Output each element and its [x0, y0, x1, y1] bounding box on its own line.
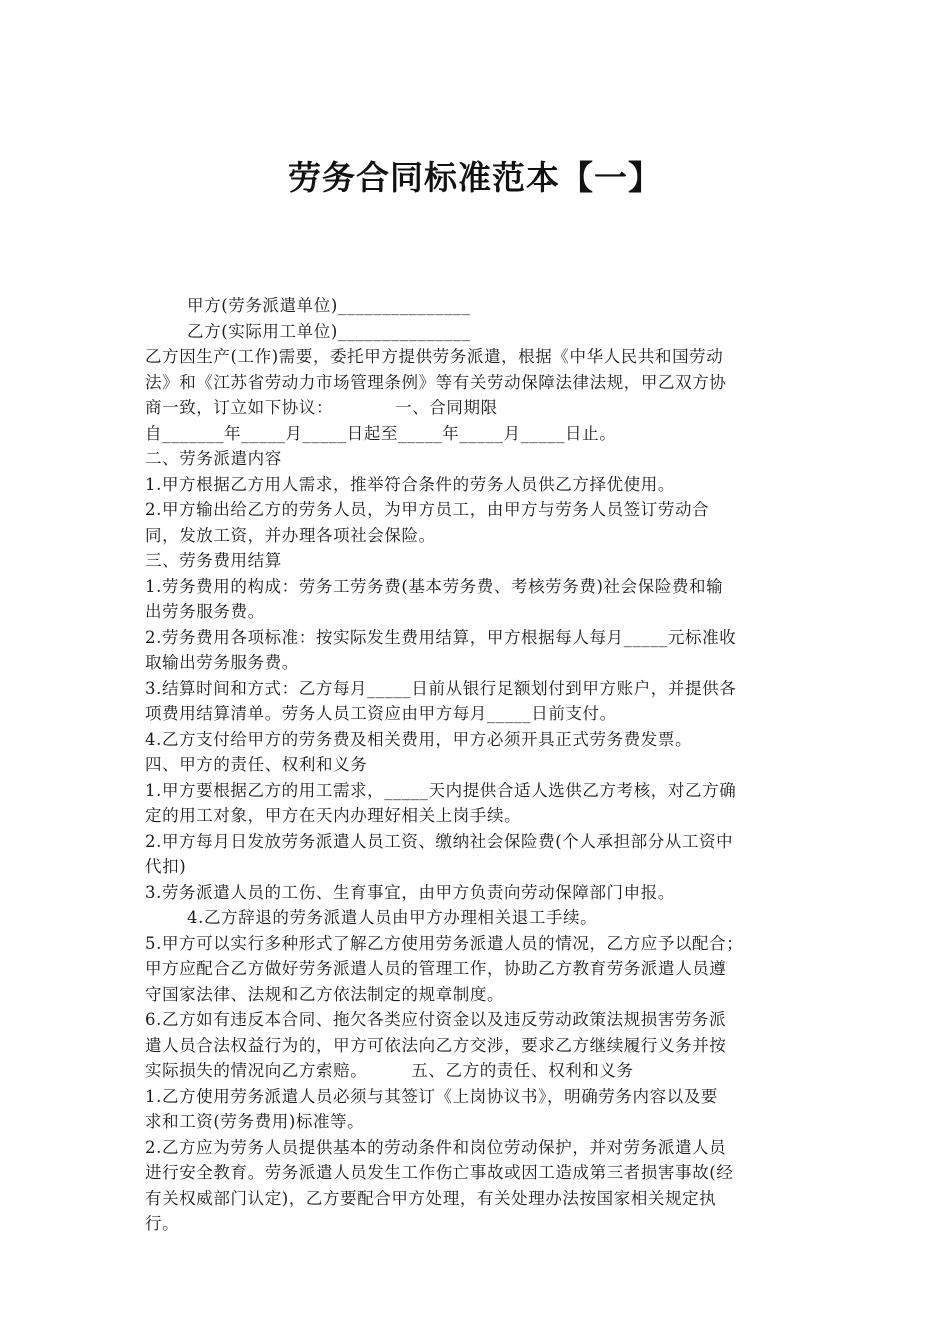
section-heading-5: 五、乙方的责任、权利和义务 — [411, 1061, 634, 1080]
clause-line: 同，发放工资，并办理各项社会保险。 — [145, 525, 436, 545]
document-title: 劳务合同标准范本【一】 — [288, 158, 662, 197]
clause-line: 求和工资(劳务费用)标准等。 — [145, 1112, 365, 1131]
clause-line: 代扣) — [145, 857, 187, 876]
clause-line: 1.劳务费用的构成：劳务工劳务费(基本劳务费、考核劳务费)社会保险费和输 — [145, 576, 724, 596]
agreement-intro: 商一致，订立如下协议： — [145, 398, 334, 417]
clause-line: 有关权威部门认定)，乙方要配合甲方处理，有关处理办法按国家相关规定执 — [145, 1188, 717, 1208]
clause-line: 取输出劳务服务费。 — [145, 653, 299, 672]
clause-line: 1.甲方根据乙方用人需求，推举符合条件的劳务人员供乙方择优使用。 — [145, 474, 675, 494]
clause-line: 4.乙方支付给甲方的劳务费及相关费用，甲方必须开具正式劳务费发票。 — [145, 729, 693, 749]
document-body — [145, 293, 810, 1237]
clause-line: 2.甲方输出给乙方的劳务人员，为甲方员工，由甲方与劳务人员签订劳动合 — [145, 500, 710, 519]
clause-line: 3.劳务派遣人员的工伤、生育事宜，由甲方负责向劳动保障部门申报。 — [145, 882, 675, 902]
paragraph-line — [145, 395, 810, 421]
clause-line: 甲方应配合乙方做好劳务派遣人员的管理工作，协助乙方教育劳务派遣人员遵 — [145, 959, 727, 978]
clause-line: 定的用工对象，甲方在天内办理好相关上岗手续。 — [145, 806, 522, 825]
claim-text: 实际损失的情况向乙方索赔。 — [145, 1061, 368, 1080]
clause-line: 守国家法律、法规和乙方依法制定的规章制度。 — [145, 984, 505, 1004]
section-heading-1: 一、合同期限 — [395, 398, 498, 417]
clause-line: 1.乙方使用劳务派遣人员必须与其签订《上岗协议书》，明确劳务内容以及要 — [145, 1086, 718, 1106]
clause-line: 5.甲方可以实行多种形式了解乙方使用劳务派遣人员的情况，乙方应予以配合； — [145, 933, 744, 953]
clause-line: 3.结算时间和方式：乙方每月_____日前从银行足额划付到甲方账户，并提供各 — [145, 678, 737, 698]
clause-line: 行。 — [145, 1214, 180, 1233]
clause-line: 出劳务服务费。 — [145, 602, 265, 621]
clause-line: 遣人员合法权益行为的，甲方可依法向乙方交涉，要求乙方继续履行义务并按 — [145, 1035, 727, 1055]
contract-period-line: 自_______年_____月_____日起至_____年_____月_____日止。 — [145, 423, 617, 443]
clause-line: 6.乙方如有违反本合同、拖欠各类应付资金以及违反劳动政策法规损害劳务派 — [145, 1010, 727, 1029]
clause-line: 4.乙方辞退的劳务派遣人员由甲方办理相关退工手续。 — [187, 908, 598, 927]
clause-line: 2.劳务费用各项标准：按实际发生费用结算，甲方根据每人每月_____元标准收 — [145, 627, 737, 647]
party-a-line: 甲方(劳务派遣单位)_______________ — [187, 296, 471, 315]
clause-line — [145, 1058, 810, 1084]
clause-line: 项费用结算清单。劳务人员工资应由甲方每月_____日前支付。 — [145, 704, 617, 723]
party-b-line: 乙方(实际用工单位)_______________ — [187, 321, 471, 341]
section-heading-4: 四、甲方的责任、权利和义务 — [145, 755, 368, 774]
clause-line: 进行安全教育。劳务派遣人员发生工作伤亡事故或因工造成第三者损害事故(经 — [145, 1163, 734, 1182]
clause-line: 2.乙方应为劳务人员提供基本的劳动条件和岗位劳动保护，并对劳务派遣人员 — [145, 1137, 727, 1157]
clause-line: 2.甲方每月日发放劳务派遣人员工资、缴纳社会保险费(个人承担部分从工资中 — [145, 831, 734, 851]
paragraph-line: 乙方因生产(工作)需要，委托甲方提供劳务派遣，根据《中华人民共和国劳动 — [145, 347, 724, 366]
paragraph-line: 法》和《江苏省劳动力市场管理条例》等有关劳动保障法律法规，甲乙双方协 — [145, 372, 727, 392]
section-heading-3: 三、劳务费用结算 — [145, 551, 282, 570]
section-heading-2: 二、劳务派遣内容 — [145, 449, 282, 468]
clause-line: 1.甲方要根据乙方的用工需求，_____天内提供合适人选供乙方考核，对乙方确 — [145, 780, 737, 800]
